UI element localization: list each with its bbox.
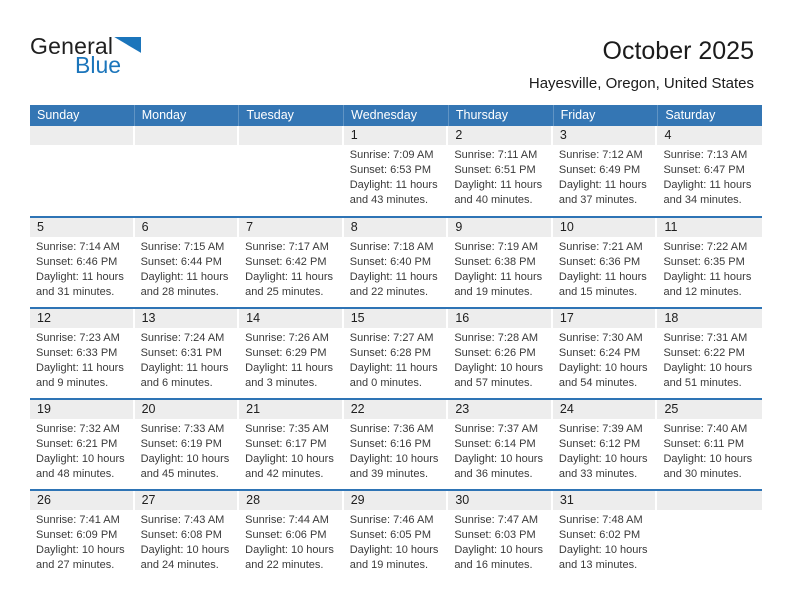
day-info (344, 145, 449, 208)
sunrise-text: Sunrise: 7:37 AM (454, 423, 539, 435)
daylight-text: Daylight: 10 hours and 24 minutes. (140, 544, 230, 571)
sunrise-text: Sunrise: 7:27 AM (349, 332, 434, 344)
day-number-band: 11 (657, 218, 762, 237)
page-title: October 2025 (602, 37, 754, 65)
logo-text-blue: Blue (75, 52, 122, 78)
daylight-text: Daylight: 11 hours and 0 minutes. (349, 362, 438, 389)
daylight-text: Daylight: 10 hours and 22 minutes. (245, 544, 334, 571)
weekday-header-sunday: Sunday (37, 108, 80, 122)
day-info (448, 328, 553, 391)
sunset-text: Sunset: 6:02 PM (558, 529, 641, 541)
sunrise-text: Sunrise: 7:12 AM (558, 149, 643, 161)
sunrise-text: Sunrise: 7:31 AM (663, 332, 748, 344)
day-number-band: 31 (553, 491, 656, 510)
title-block (529, 36, 754, 92)
day-cell-16 (448, 309, 553, 398)
day-number-band: 24 (553, 400, 656, 419)
day-number-band: 17 (553, 309, 656, 328)
sunset-text: Sunset: 6:47 PM (663, 164, 745, 176)
day-info (239, 419, 344, 482)
weekday-header-wednesday: Wednesday (343, 105, 448, 126)
day-cell-15 (344, 309, 449, 398)
day-number-band: 20 (135, 400, 238, 419)
day-cell-20 (135, 400, 240, 489)
day-info (239, 328, 344, 391)
daylight-text: Daylight: 10 hours and 39 minutes. (349, 453, 439, 480)
sunset-text: Sunset: 6:09 PM (36, 529, 118, 541)
daylight-text: Daylight: 11 hours and 12 minutes. (663, 271, 752, 298)
day-cell-18 (657, 309, 762, 398)
day-info (448, 419, 553, 482)
day-number-band: 27 (135, 491, 238, 510)
day-number-band: 6 (135, 218, 238, 237)
day-info (239, 237, 344, 300)
sunset-text: Sunset: 6:05 PM (349, 529, 432, 541)
day-cell-23 (448, 400, 553, 489)
daylight-text: Daylight: 10 hours and 51 minutes. (663, 362, 753, 389)
daylight-text: Daylight: 10 hours and 57 minutes. (454, 362, 543, 389)
daylight-text: Daylight: 10 hours and 48 minutes. (36, 453, 125, 480)
daylight-text: Daylight: 10 hours and 42 minutes. (245, 453, 334, 480)
sunset-text: Sunset: 6:31 PM (140, 347, 222, 359)
day-info (553, 145, 658, 208)
day-number-band: 10 (553, 218, 656, 237)
sunrise-text: Sunrise: 7:32 AM (36, 423, 120, 435)
daylight-text: Daylight: 11 hours and 40 minutes. (454, 179, 543, 206)
day-number-band: 8 (344, 218, 447, 237)
daylight-text: Daylight: 10 hours and 36 minutes. (454, 453, 543, 480)
day-cell-9 (448, 218, 553, 307)
day-cell-8 (344, 218, 449, 307)
day-info (239, 510, 344, 573)
sunrise-text: Sunrise: 7:47 AM (454, 514, 539, 526)
day-cell-14 (239, 309, 344, 398)
daylight-text: Daylight: 11 hours and 43 minutes. (349, 179, 438, 206)
day-cell-10 (553, 218, 658, 307)
day-info (135, 145, 240, 148)
week-row (30, 398, 762, 489)
sunrise-text: Sunrise: 7:44 AM (245, 514, 329, 526)
day-cell-5 (30, 218, 135, 307)
day-number-band (30, 126, 133, 145)
sunrise-text: Sunrise: 7:09 AM (349, 149, 434, 161)
day-info (553, 510, 658, 573)
day-number-band: 12 (30, 309, 133, 328)
day-info (553, 328, 658, 391)
sunrise-text: Sunrise: 7:21 AM (558, 241, 643, 253)
day-info (30, 145, 135, 148)
day-number-band: 14 (239, 309, 342, 328)
logo-triangle-icon (114, 37, 141, 53)
sunset-text: Sunset: 6:49 PM (558, 164, 641, 176)
day-cell-25 (657, 400, 762, 489)
sunset-text: Sunset: 6:08 PM (140, 529, 222, 541)
day-info (553, 419, 658, 482)
day-number-band: 5 (30, 218, 133, 237)
day-info (30, 419, 135, 482)
sunrise-text: Sunrise: 7:14 AM (36, 241, 120, 253)
day-cell-4 (657, 126, 762, 216)
sunset-text: Sunset: 6:35 PM (663, 256, 745, 268)
day-info (657, 328, 762, 391)
sunset-text: Sunset: 6:29 PM (245, 347, 327, 359)
day-number-band: 16 (448, 309, 551, 328)
day-info (448, 510, 553, 573)
weekday-header-thursday: Thursday (448, 105, 553, 126)
day-number-band: 28 (239, 491, 342, 510)
weekday-header-friday: Friday (553, 105, 658, 126)
day-number-band: 1 (344, 126, 447, 145)
day-number-band: 3 (553, 126, 656, 145)
daylight-text: Daylight: 10 hours and 13 minutes. (558, 544, 648, 571)
day-cell-6 (135, 218, 240, 307)
sunset-text: Sunset: 6:11 PM (663, 438, 744, 450)
day-info (448, 237, 553, 300)
daylight-text: Daylight: 11 hours and 28 minutes. (140, 271, 229, 298)
day-info (30, 328, 135, 391)
daylight-text: Daylight: 10 hours and 16 minutes. (454, 544, 543, 571)
day-number-band: 7 (239, 218, 342, 237)
sunrise-text: Sunrise: 7:23 AM (36, 332, 120, 344)
sunrise-text: Sunrise: 7:46 AM (349, 514, 434, 526)
sunrise-text: Sunrise: 7:30 AM (558, 332, 643, 344)
daylight-text: Daylight: 10 hours and 19 minutes. (349, 544, 439, 571)
sunset-text: Sunset: 6:24 PM (558, 347, 641, 359)
sunset-text: Sunset: 6:40 PM (349, 256, 432, 268)
daylight-text: Daylight: 11 hours and 19 minutes. (454, 271, 543, 298)
day-cell-30 (448, 491, 553, 580)
day-number-band: 4 (657, 126, 762, 145)
day-cell-27 (135, 491, 240, 580)
day-cell-21 (239, 400, 344, 489)
sunrise-text: Sunrise: 7:41 AM (36, 514, 120, 526)
daylight-text: Daylight: 10 hours and 33 minutes. (558, 453, 648, 480)
day-info (135, 237, 240, 300)
sunset-text: Sunset: 6:53 PM (349, 164, 432, 176)
sunset-text: Sunset: 6:06 PM (245, 529, 327, 541)
day-info (30, 237, 135, 300)
sunset-text: Sunset: 6:33 PM (36, 347, 118, 359)
sunrise-text: Sunrise: 7:19 AM (454, 241, 539, 253)
calendar-grid (30, 105, 762, 580)
day-info (239, 145, 344, 148)
day-info (553, 237, 658, 300)
sunrise-text: Sunrise: 7:40 AM (663, 423, 748, 435)
week-row (30, 489, 762, 580)
day-cell-31 (553, 491, 658, 580)
sunrise-text: Sunrise: 7:26 AM (245, 332, 329, 344)
day-cell-11 (657, 218, 762, 307)
sunrise-text: Sunrise: 7:48 AM (558, 514, 643, 526)
day-cell-2 (448, 126, 553, 216)
week-row (30, 126, 762, 216)
daylight-text: Daylight: 10 hours and 30 minutes. (663, 453, 753, 480)
weekday-header (30, 105, 762, 126)
day-cell-29 (344, 491, 449, 580)
sunset-text: Sunset: 6:12 PM (558, 438, 641, 450)
daylight-text: Daylight: 10 hours and 27 minutes. (36, 544, 125, 571)
sunrise-text: Sunrise: 7:24 AM (140, 332, 225, 344)
day-info (657, 237, 762, 300)
day-number-band: 18 (657, 309, 762, 328)
logo-text-general: General (30, 33, 114, 59)
daylight-text: Daylight: 11 hours and 6 minutes. (140, 362, 229, 389)
sunset-text: Sunset: 6:38 PM (454, 256, 536, 268)
sunrise-text: Sunrise: 7:36 AM (349, 423, 434, 435)
daylight-text: Daylight: 11 hours and 31 minutes. (36, 271, 124, 298)
day-cell-19 (30, 400, 135, 489)
day-number-band: 26 (30, 491, 133, 510)
day-info (135, 328, 240, 391)
daylight-text: Daylight: 11 hours and 34 minutes. (663, 179, 752, 206)
sunset-text: Sunset: 6:44 PM (140, 256, 222, 268)
sunset-text: Sunset: 6:42 PM (245, 256, 327, 268)
day-info (657, 510, 762, 513)
daylight-text: Daylight: 11 hours and 37 minutes. (558, 179, 647, 206)
sunset-text: Sunset: 6:28 PM (349, 347, 432, 359)
sunset-text: Sunset: 6:46 PM (36, 256, 118, 268)
day-cell-empty (657, 491, 762, 580)
weeks (30, 126, 762, 580)
day-info (135, 419, 240, 482)
day-cell-3 (553, 126, 658, 216)
day-cell-24 (553, 400, 658, 489)
sunset-text: Sunset: 6:22 PM (663, 347, 745, 359)
general-blue-logo (30, 34, 160, 76)
day-info (344, 328, 449, 391)
day-number-band (135, 126, 238, 145)
day-cell-empty (135, 126, 240, 216)
day-number-band: 19 (30, 400, 133, 419)
sunset-text: Sunset: 6:16 PM (349, 438, 432, 450)
week-row (30, 216, 762, 307)
day-number-band: 22 (344, 400, 447, 419)
sunset-text: Sunset: 6:03 PM (454, 529, 536, 541)
day-number-band: 2 (448, 126, 551, 145)
daylight-text: Daylight: 10 hours and 54 minutes. (558, 362, 648, 389)
daylight-text: Daylight: 11 hours and 9 minutes. (36, 362, 124, 389)
sunrise-text: Sunrise: 7:33 AM (140, 423, 225, 435)
day-info (30, 510, 135, 573)
sunrise-text: Sunrise: 7:18 AM (349, 241, 434, 253)
day-number-band: 15 (344, 309, 447, 328)
sunset-text: Sunset: 6:36 PM (558, 256, 641, 268)
day-number-band: 13 (135, 309, 238, 328)
sunset-text: Sunset: 6:19 PM (140, 438, 222, 450)
day-number-band (239, 126, 342, 145)
weekday-header-monday: Monday (134, 105, 239, 126)
weekday-header-saturday: Saturday (657, 105, 762, 126)
day-number-band: 29 (344, 491, 447, 510)
day-number-band: 25 (657, 400, 762, 419)
day-info (448, 145, 553, 208)
daylight-text: Daylight: 11 hours and 25 minutes. (245, 271, 334, 298)
daylight-text: Daylight: 10 hours and 45 minutes. (140, 453, 230, 480)
sunrise-text: Sunrise: 7:11 AM (454, 149, 538, 161)
day-cell-7 (239, 218, 344, 307)
day-number-band: 21 (239, 400, 342, 419)
day-cell-1 (344, 126, 449, 216)
day-number-band: 23 (448, 400, 551, 419)
sunrise-text: Sunrise: 7:28 AM (454, 332, 539, 344)
sunrise-text: Sunrise: 7:15 AM (140, 241, 225, 253)
daylight-text: Daylight: 11 hours and 22 minutes. (349, 271, 438, 298)
sunset-text: Sunset: 6:14 PM (454, 438, 536, 450)
daylight-text: Daylight: 11 hours and 15 minutes. (558, 271, 647, 298)
day-cell-empty (30, 126, 135, 216)
week-row (30, 307, 762, 398)
day-info (657, 145, 762, 208)
day-info (135, 510, 240, 573)
day-info (344, 237, 449, 300)
sunset-text: Sunset: 6:26 PM (454, 347, 536, 359)
day-cell-22 (344, 400, 449, 489)
day-info (344, 419, 449, 482)
day-cell-17 (553, 309, 658, 398)
weekday-header-tuesday: Tuesday (238, 105, 343, 126)
day-cell-12 (30, 309, 135, 398)
day-info (344, 510, 449, 573)
sunset-text: Sunset: 6:17 PM (245, 438, 327, 450)
day-number-band: 9 (448, 218, 551, 237)
day-cell-26 (30, 491, 135, 580)
daylight-text: Daylight: 11 hours and 3 minutes. (245, 362, 334, 389)
day-cell-13 (135, 309, 240, 398)
sunrise-text: Sunrise: 7:43 AM (140, 514, 225, 526)
location-subtitle: Hayesville, Oregon, United States (528, 75, 754, 92)
sunrise-text: Sunrise: 7:13 AM (663, 149, 748, 161)
sunset-text: Sunset: 6:51 PM (454, 164, 536, 176)
day-number-band: 30 (448, 491, 551, 510)
sunrise-text: Sunrise: 7:17 AM (245, 241, 329, 253)
sunrise-text: Sunrise: 7:22 AM (663, 241, 748, 253)
day-cell-empty (239, 126, 344, 216)
day-number-band (657, 491, 762, 510)
day-info (657, 419, 762, 482)
sunrise-text: Sunrise: 7:39 AM (558, 423, 643, 435)
sunset-text: Sunset: 6:21 PM (36, 438, 118, 450)
day-cell-28 (239, 491, 344, 580)
sunrise-text: Sunrise: 7:35 AM (245, 423, 329, 435)
